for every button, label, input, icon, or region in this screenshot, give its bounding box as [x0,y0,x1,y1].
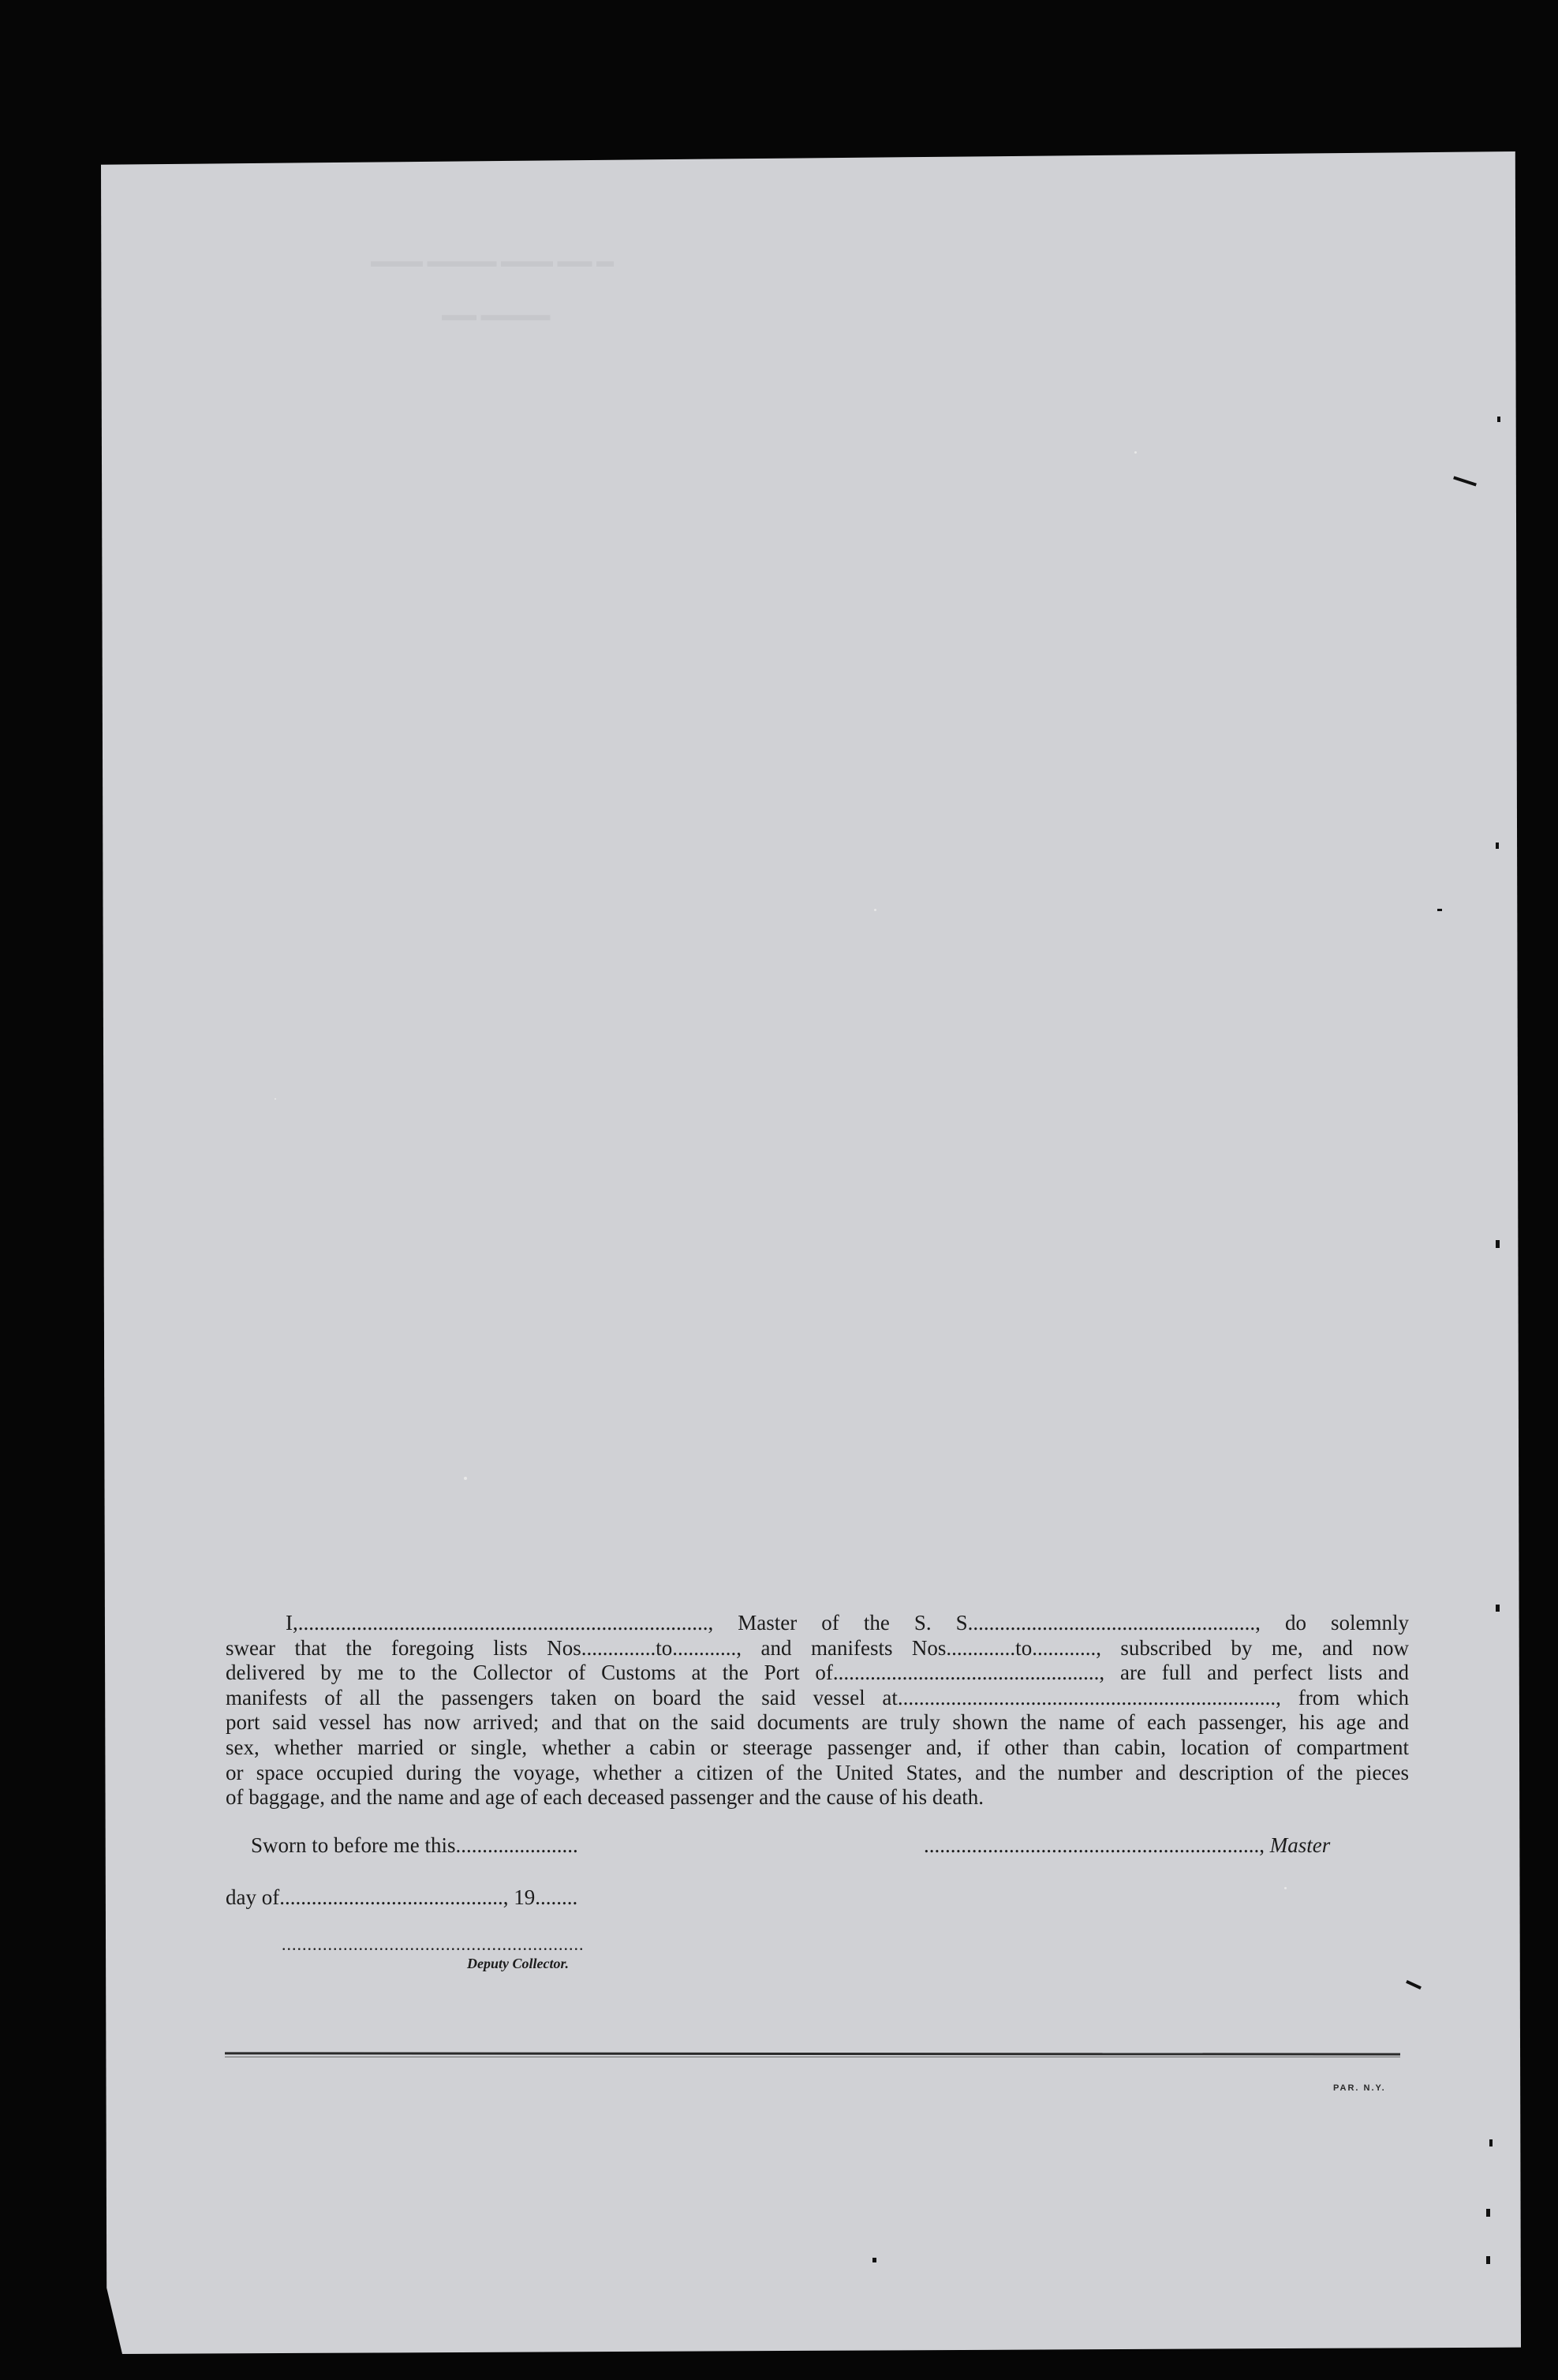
scan-mark [1486,2209,1490,2217]
paper-texture [101,151,1521,2354]
paper-speck [464,1477,467,1480]
master-signature-dots: ..............................................................., [924,1833,1270,1857]
scan-mark [1437,909,1442,911]
paper-speck [1284,1887,1287,1889]
oath-line: swear that the foregoing lists Nos..............to............, and manifests Nos.............to............, subscribed by me, and now [226,1635,1409,1660]
oath-paragraph [226,1611,1409,1810]
scan-mark [1496,1240,1500,1248]
oath-line: I,............................................................................., Master of the S. S......................................................, do solemnly [286,1611,1409,1635]
paper-speck [874,909,876,911]
master-title: Master [1269,1833,1331,1857]
oath-line: of baggage, and the name and age of each deceased passenger and the cause of his death. [226,1785,984,1810]
bleed-through-text: ▬▬▬▬ ▬▬ [442,305,551,324]
deputy-signature-line: ........................................................... [282,1934,585,1954]
sworn-before-field: Sworn to before me this....................... [251,1833,578,1857]
oath-line: port said vessel has now arrived; and that on the said documents are truly shown the name of each passenger, his age and [226,1710,1409,1735]
paper-speck [275,1098,276,1100]
scan-mark [1489,2139,1493,2146]
scan-mark [1497,417,1500,422]
day-of-field: day of.........................................., 19........ [226,1885,578,1909]
deputy-collector-label: Deputy Collector. [467,1956,569,1971]
scan-mark [872,2258,876,2262]
printer-mark: PAR. N.Y. [1333,2083,1386,2093]
master-signature-field [924,1833,1330,1858]
oath-line: sex, whether married or single, whether a cabin or steerage passenger and, if other than cabin, location of compartment [226,1735,1409,1759]
bleed-through-text: ▬ ▬▬ ▬▬▬ ▬▬▬▬ ▬▬▬ [371,251,614,271]
scan-mark [1496,843,1499,849]
oath-line: delivered by me to the Collector of Customs at the Port of.................................................., are full and perfect lists and [226,1661,1409,1685]
paper-speck [1134,451,1137,454]
oath-line: manifests of all the passengers taken on board the said vessel at......................................................................., from which [226,1685,1409,1709]
scan-mark [1496,1605,1500,1612]
scan-mark [1486,2256,1490,2264]
oath-line: or space occupied during the voyage, whether a citizen of the United States, and the number and description of the pieces [226,1760,1409,1784]
manifest-page [101,151,1521,2354]
